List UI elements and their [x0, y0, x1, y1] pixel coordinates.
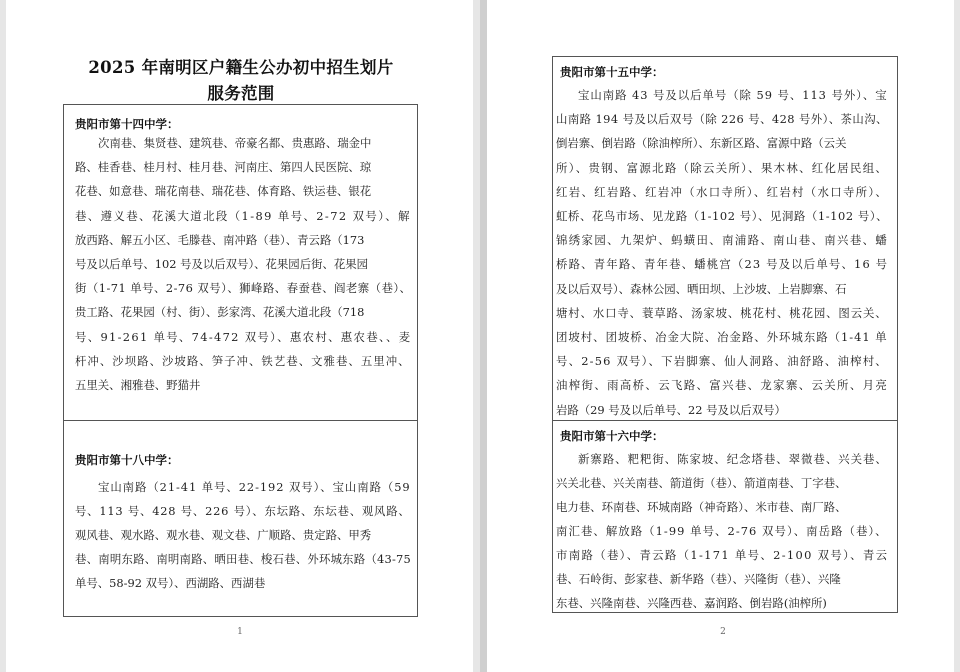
address-line: 南汇巷、解放路（1-99 单号、2-76 双号）、南岳路（巷）、	[556, 524, 888, 538]
document-title-line-2: 服务范围	[207, 84, 275, 103]
document-title-line-1: 2025 年南明区户籍生公办初中招生划片	[88, 58, 394, 77]
address-line: 杆冲、沙坝路、沙坡路、笋子冲、铁艺巷、文雅巷、五里冲、	[75, 353, 411, 368]
address-line: 塘村、水口寺、蓑草路、汤家坡、桃花村、桃花园、图云关、	[556, 305, 888, 320]
address-line: 街（1-71 单号、2-76 双号）、狮峰路、春蚕巷、阎老寨（巷）、	[75, 281, 412, 296]
address-line: 岩路（29 号及以后单号、22 号及以后双号）	[556, 402, 786, 417]
address-line: 巷、南明东路、南明南路、晒田巷、梭石巷、外环城东路（43-75	[75, 552, 411, 566]
address-line: 所）、贵钢、富源北路（除云关所）、果木林、红化居民组、	[556, 160, 889, 175]
document-page-1	[6, 0, 473, 672]
address-line: 单号、58-92 双号）、西湖路、西湖巷	[75, 576, 266, 590]
document-page-2	[487, 0, 954, 672]
address-line: 虹桥、花鸟市场、见龙路（1-102 号）、见洞路（1-102 号）、	[556, 209, 889, 223]
address-line: 号及以后单号、102 号及以后双号）、花果园后街、花果园	[75, 257, 369, 271]
address-line: 宝山南路（21-41 单号、22-192 双号）、宝山南路（59	[98, 480, 411, 494]
address-line: 及以后双号）、森林公园、晒田坝、上沙坡、上岩脚寨、石	[556, 281, 847, 296]
address-line: 放西路、解五小区、毛滕巷、南冲路（巷）、青云路（173	[75, 232, 365, 247]
address-line: 花巷、如意巷、瑞花南巷、瑞花巷、体育路、铁运巷、银花	[75, 184, 372, 199]
address-line: 巷、遵义巷、花溪大道北段（1-89 单号、2-72 双号）、解	[75, 208, 411, 223]
address-line: 次南巷、集贤巷、建筑巷、帝豪名都、贵惠路、瑞金中	[98, 136, 372, 150]
address-line: 号、91-261 单号、74-472 双号）、惠农村、惠农巷、、麦	[75, 329, 412, 344]
page-number: 2	[720, 627, 726, 637]
address-line: 宝山南路 43 号及以后单号（除 59 号、113 号外）、宝	[578, 88, 888, 102]
address-line: 锦绣家园、九架炉、蚂蟥田、南浦路、南山巷、南兴巷、蟠	[556, 233, 889, 248]
table-row-divider	[63, 420, 418, 421]
address-line: 东巷、兴隆南巷、兴隆西巷、嘉润路、倒岩路(油榨所)	[556, 596, 827, 610]
address-line: 新寨路、粑粑街、陈家坡、纪念塔巷、翠微巷、兴关巷、	[578, 452, 888, 466]
address-line: 观风巷、观水路、观水巷、观文巷、广顺路、贵定路、甲秀	[75, 528, 372, 542]
address-line: 桥路、青年路、青年巷、蟠桃宫（23 号及以后单号、16 号	[556, 257, 889, 272]
address-line: 号、113 号、428 号、226 号）、东坛路、东坛巷、观风路、	[75, 504, 411, 518]
address-line: 巷、石岭街、彭家巷、新华路（巷）、兴隆街（巷）、兴隆	[556, 572, 841, 586]
page-number: 1	[237, 627, 243, 637]
address-line: 市南路（巷）、青云路（1-171 单号、2-100 双号）、青云	[556, 548, 889, 562]
address-line: 电力巷、环南巷、环城南路（神奇路）、米市巷、南厂路、	[556, 500, 847, 514]
address-line: 贵工路、花果园（村、街）、彭家湾、花溪大道北段（718	[75, 305, 365, 320]
address-line: 兴关北巷、兴关南巷、箭道街（巷）、箭道南巷、丁字巷、	[556, 476, 847, 490]
address-line: 团坡村、团坡桥、冶金大院、冶金路、外环城东路（1-41 单	[556, 330, 888, 344]
school-heading-15: 贵阳市第十五中学：	[560, 65, 664, 79]
address-line: 油榨街、雨高桥、云飞路、富兴巷、龙家寨、云关所、月亮	[556, 378, 889, 393]
school-heading-18: 贵阳市第十八中学：	[75, 453, 179, 467]
table-row-divider	[552, 420, 898, 421]
address-line: 路、桂香巷、桂月村、桂月巷、河南庄、第四人民医院、琼	[75, 160, 372, 175]
page-gap	[480, 0, 487, 672]
address-line: 号、2-56 双号）、下岩脚寨、仙人洞路、油舒路、油榨村、	[556, 354, 888, 369]
address-line: 红岩、红岩路、红岩冲（水口寺所）、红岩村（水口寺所）、	[556, 184, 889, 199]
address-line: 山南路 194 号及以后双号（除 226 号、428 号外）、茶山沟、	[556, 112, 888, 127]
school-heading-16: 贵阳市第十六中学：	[560, 429, 664, 443]
school-heading-14: 贵阳市第十四中学：	[75, 117, 179, 131]
address-line: 五里关、湘雅巷、野猫井	[75, 378, 201, 392]
address-line: 倒岩寨、倒岩路（除油榨所）、东新区路、富源中路（云关	[556, 136, 847, 151]
